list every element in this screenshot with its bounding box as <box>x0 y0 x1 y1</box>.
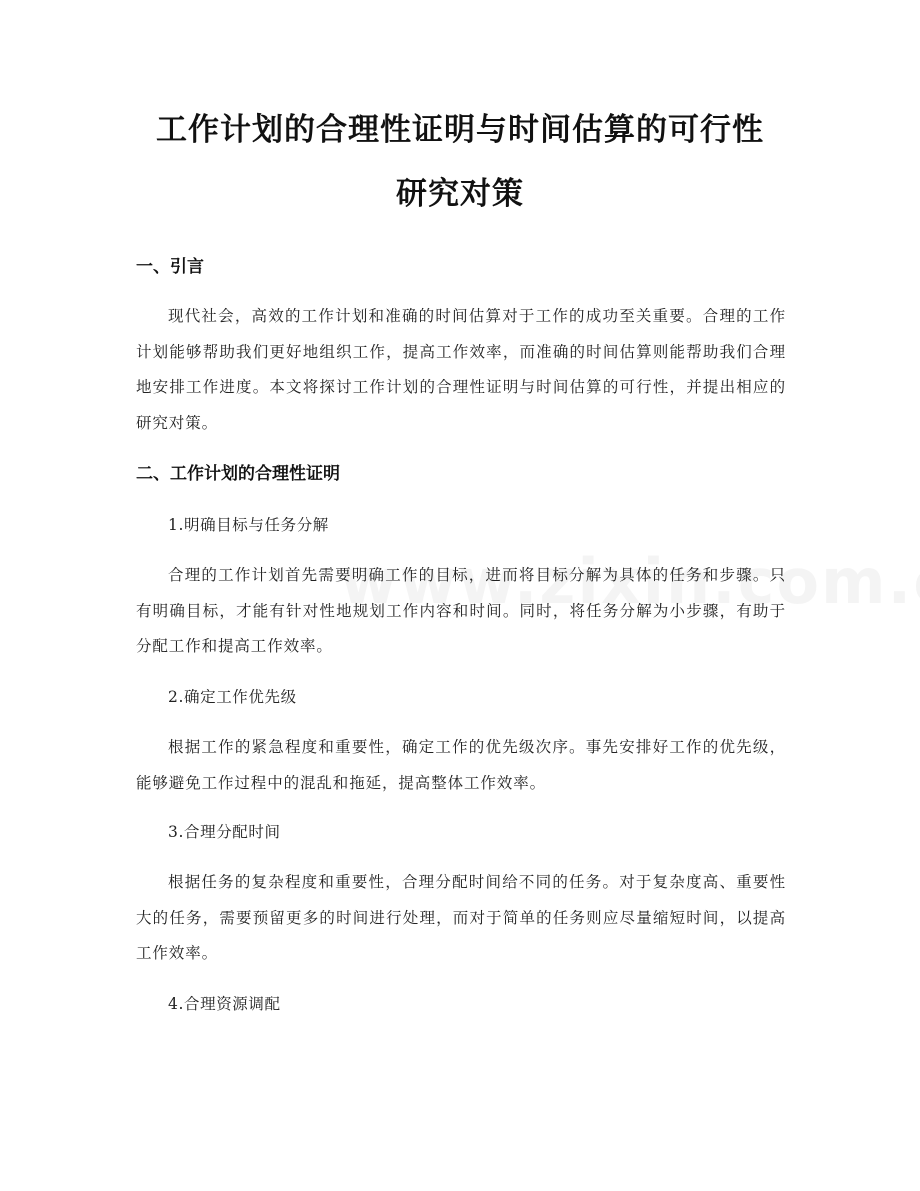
subheading-resource-allocation: 4.合理资源调配 <box>168 995 281 1013</box>
section-heading-introduction: 一、引言 <box>136 257 204 277</box>
subheading-time-allocation: 3.合理分配时间 <box>168 823 281 841</box>
paragraph-time-allocation: 根据任务的复杂程度和重要性，合理分配时间给不同的任务。对于复杂度高、重要性大的任务，需要预留更多的时间进行处理，而对于简单的任务则应尽量缩短时间，以提高工作效率。 <box>136 873 786 962</box>
document-title-line-2: 研究对策 <box>396 176 524 212</box>
document-title-line-1: 工作计划的合理性证明与时间估算的可行性 <box>156 112 764 148</box>
subheading-clear-goals: 1.明确目标与任务分解 <box>168 516 329 534</box>
paragraph-priority: 根据工作的紧急程度和重要性，确定工作的优先级次序。事先安排好工作的优先级，能够避免工作过程中的混乱和拖延，提高整体工作效率。 <box>136 738 786 792</box>
section-heading-plan-rationality: 二、工作计划的合理性证明 <box>136 464 340 484</box>
subheading-priority: 2.确定工作优先级 <box>168 688 297 706</box>
paragraph-clear-goals: 合理的工作计划首先需要明确工作的目标，进而将目标分解为具体的任务和步骤。只有明确目标，才能有针对性地规划工作内容和时间。同时，将任务分解为小步骤，有助于分配工作和提高工作效率。 <box>136 566 786 655</box>
introduction-paragraph: 现代社会，高效的工作计划和准确的时间估算对于工作的成功至关重要。合理的工作计划能够帮助我们更好地组织工作，提高工作效率，而准确的时间估算则能帮助我们合理地安排工作进度。本文将探讨工作计划的合理性证明与时间估算的可行性，并提出相应的研究对策。 <box>136 307 786 432</box>
